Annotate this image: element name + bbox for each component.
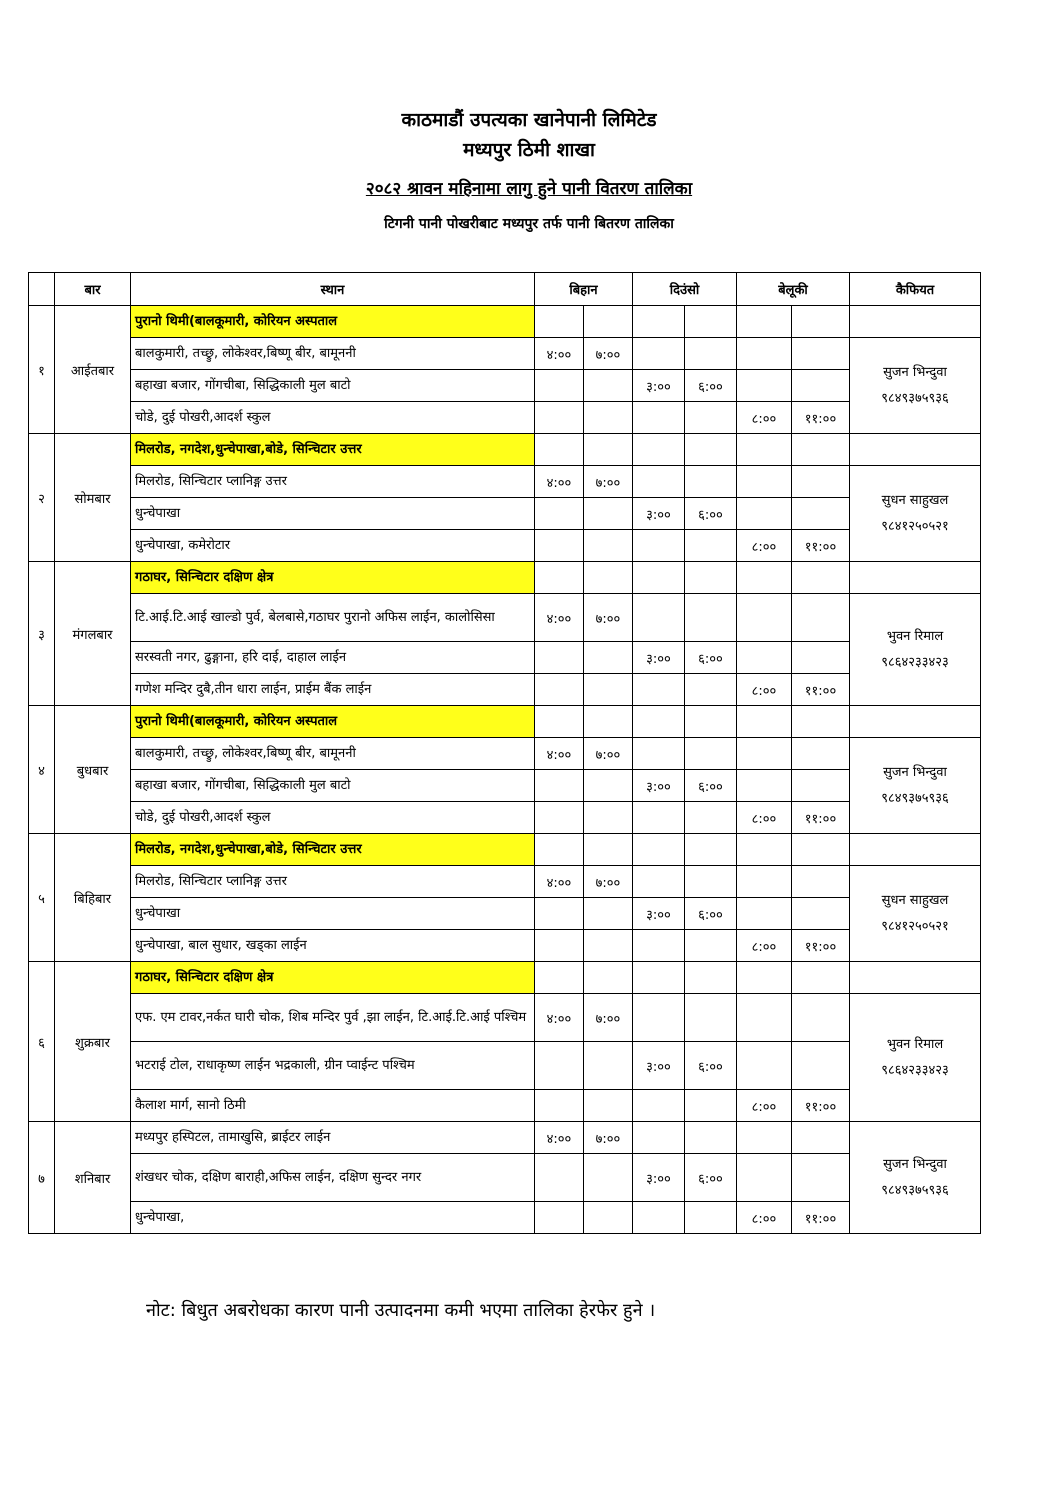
table-body [29, 306, 981, 1234]
end-time: ७:०० [584, 994, 633, 1042]
empty-cell [737, 434, 792, 466]
location-cell: बहाखा बजार, गोंगचीबा, सिद्धिकाली मुल बाटो [131, 370, 535, 402]
empty-cell [737, 466, 792, 498]
end-time: ७:०० [584, 594, 633, 642]
org-title: काठमाडौं उपत्यका खानेपानी लिमिटेड [401, 109, 657, 131]
day-number: १ [29, 306, 55, 434]
empty-cell [737, 338, 792, 370]
location-cell: मिलरोड, सिन्चिटार प्लानिङ्ग उत्तर [131, 866, 535, 898]
table-row [29, 930, 981, 962]
empty-cell [584, 562, 633, 594]
empty-cell [535, 562, 584, 594]
start-time: ४:०० [535, 1122, 584, 1154]
empty-cell [737, 738, 792, 770]
empty-cell [633, 594, 685, 642]
empty-cell [850, 306, 981, 338]
empty-cell [737, 498, 792, 530]
location-cell: एफ. एम टावर,नर्कत घारी चोक, शिब मन्दिर पुर्व ,झा लाईन, टि.आई.टि.आई पश्चिम [131, 994, 535, 1042]
location-cell: धुन्चेपाखा, बाल सुधार, खड्का लाईन [131, 930, 535, 962]
end-time: ११:०० [792, 930, 850, 962]
day-name: मंगलबार [55, 562, 131, 706]
empty-cell [584, 370, 633, 402]
empty-cell [633, 1122, 685, 1154]
area-header-row [29, 834, 981, 866]
empty-cell [792, 994, 850, 1042]
area-header: मिलरोड, नगदेश,धुन्चेपाखा,बोडे, सिन्चिटार उत्तर [131, 434, 535, 466]
end-time: ११:०० [792, 402, 850, 434]
empty-cell [535, 930, 584, 962]
empty-cell [535, 1154, 584, 1202]
start-time: ३:०० [633, 770, 685, 802]
empty-cell [685, 466, 737, 498]
empty-cell [685, 674, 737, 706]
start-time: ३:०० [633, 498, 685, 530]
empty-cell [792, 306, 850, 338]
empty-cell [584, 434, 633, 466]
col-sn [29, 273, 55, 306]
empty-cell [685, 434, 737, 466]
location-cell: बालकुमारी, तच्छ्रु, लोकेश्वर,बिष्णू बीर, बामूननी [131, 738, 535, 770]
empty-cell [633, 866, 685, 898]
day-name: सोमबार [55, 434, 131, 562]
empty-cell [535, 1202, 584, 1234]
contact-phone: ९८४९३७५९३६ [881, 790, 949, 806]
start-time: ८:०० [737, 530, 792, 562]
empty-cell [685, 1122, 737, 1154]
start-time: ३:०० [633, 370, 685, 402]
empty-cell [685, 562, 737, 594]
contact-cell [850, 994, 981, 1122]
location-cell: कैलाश मार्ग, सानो ठिमी [131, 1090, 535, 1122]
table-row [29, 802, 981, 834]
table-row [29, 738, 981, 770]
empty-cell [685, 706, 737, 738]
empty-cell [633, 562, 685, 594]
empty-cell [535, 370, 584, 402]
contact-cell [850, 594, 981, 706]
contact-name: सुजन भिन्दुवा [883, 364, 947, 380]
empty-cell [584, 306, 633, 338]
empty-cell [535, 1042, 584, 1090]
location-cell: धुन्चेपाखा [131, 898, 535, 930]
contact-name: भुवन रिमाल [886, 1036, 944, 1052]
empty-cell [584, 498, 633, 530]
empty-cell [633, 402, 685, 434]
empty-cell [584, 930, 633, 962]
end-time: ७:०० [584, 866, 633, 898]
area-header-row [29, 706, 981, 738]
col-location: स्थान [131, 273, 535, 306]
empty-cell [633, 674, 685, 706]
start-time: ३:०० [633, 898, 685, 930]
empty-cell [535, 642, 584, 674]
start-time: ४:०० [535, 466, 584, 498]
empty-cell [584, 1042, 633, 1090]
contact-name: सुजन भिन्दुवा [883, 1156, 947, 1172]
table-row [29, 370, 981, 402]
end-time: ११:०० [792, 674, 850, 706]
contact-name: सुधन साहुखल [881, 892, 949, 908]
empty-cell [850, 962, 981, 994]
contact-cell [850, 1122, 981, 1234]
empty-cell [633, 1090, 685, 1122]
contact-name: सुजन भिन्दुवा [883, 764, 947, 780]
end-time: ७:०० [584, 738, 633, 770]
empty-cell [584, 706, 633, 738]
location-cell: धुन्चेपाखा, कमेरोटार [131, 530, 535, 562]
empty-cell [633, 930, 685, 962]
empty-cell [633, 306, 685, 338]
start-time: ८:०० [737, 674, 792, 706]
empty-cell [535, 498, 584, 530]
empty-cell [792, 962, 850, 994]
col-afternoon: दिउंसो [633, 273, 737, 306]
empty-cell [633, 434, 685, 466]
contact-name: भुवन रिमाल [886, 628, 944, 644]
table-row [29, 770, 981, 802]
table-row [29, 1154, 981, 1202]
empty-cell [685, 1090, 737, 1122]
location-cell: गणेश मन्दिर दुबै,तीन धारा लाईन, प्राईम बैंक लाईन [131, 674, 535, 706]
location-cell: बहाखा बजार, गोंगचीबा, सिद्धिकाली मुल बाटो [131, 770, 535, 802]
end-time: ७:०० [584, 338, 633, 370]
start-time: ४:०० [535, 594, 584, 642]
empty-cell [535, 770, 584, 802]
day-number: ६ [29, 962, 55, 1122]
empty-cell [737, 770, 792, 802]
table-row [29, 994, 981, 1042]
location-cell: चोडे, दुई पोखरी,आदर्श स्कुल [131, 802, 535, 834]
empty-cell [633, 738, 685, 770]
empty-cell [737, 1122, 792, 1154]
empty-cell [792, 642, 850, 674]
table-row [29, 466, 981, 498]
empty-cell [792, 738, 850, 770]
day-name: बुधबार [55, 706, 131, 834]
end-time: ७:०० [584, 1122, 633, 1154]
contact-phone: ९८६४२३३४२३ [881, 1062, 949, 1078]
table-row [29, 642, 981, 674]
empty-cell [792, 866, 850, 898]
table-row [29, 674, 981, 706]
area-header: गठाघर, सिन्चिटार दक्षिण क्षेत्र [131, 962, 535, 994]
empty-cell [737, 562, 792, 594]
empty-cell [685, 962, 737, 994]
empty-cell [685, 834, 737, 866]
end-time: ११:०० [792, 1202, 850, 1234]
empty-cell [535, 402, 584, 434]
empty-cell [685, 930, 737, 962]
empty-cell [850, 434, 981, 466]
location-cell: मिलरोड, सिन्चिटार प्लानिङ्ग उत्तर [131, 466, 535, 498]
empty-cell [685, 1202, 737, 1234]
location-cell: सरस्वती नगर, ढुङ्गाना, हरि दाई, दाहाल लाईन [131, 642, 535, 674]
start-time: ४:०० [535, 338, 584, 370]
col-morning: बिहान [535, 273, 633, 306]
empty-cell [792, 1042, 850, 1090]
contact-phone: ९८४९३७५९३६ [881, 390, 949, 406]
empty-cell [535, 306, 584, 338]
location-cell: शंखधर चोक, दक्षिण बाराही,अफिस लाईन, दक्षिण सुन्दर नगर [131, 1154, 535, 1202]
empty-cell [685, 802, 737, 834]
start-time: ८:०० [737, 930, 792, 962]
area-header-row [29, 306, 981, 338]
empty-cell [737, 1042, 792, 1090]
empty-cell [737, 834, 792, 866]
empty-cell [792, 434, 850, 466]
location-cell: धुन्चेपाखा, [131, 1202, 535, 1234]
end-time: ६:०० [685, 1042, 737, 1090]
footer-note: नोट: बिधुत अबरोधका कारण पानी उत्पादनमा कमी भएमा तालिका हेरफेर हुने । [146, 1300, 656, 1321]
empty-cell [685, 530, 737, 562]
location-cell: चोडे, दुई पोखरी,आदर्श स्कुल [131, 402, 535, 434]
empty-cell [792, 770, 850, 802]
empty-cell [792, 498, 850, 530]
start-time: ४:०० [535, 994, 584, 1042]
empty-cell [633, 834, 685, 866]
table-row [29, 338, 981, 370]
empty-cell [584, 834, 633, 866]
table-row [29, 866, 981, 898]
empty-cell [633, 1202, 685, 1234]
empty-cell [535, 834, 584, 866]
location-cell: धुन्चेपाखा [131, 498, 535, 530]
end-time: ११:०० [792, 530, 850, 562]
empty-cell [850, 706, 981, 738]
start-time: ३:०० [633, 1154, 685, 1202]
table-row [29, 498, 981, 530]
empty-cell [584, 402, 633, 434]
empty-cell [584, 1202, 633, 1234]
area-header: पुरानो थिमी(बालकूमारी, कोरियन अस्पताल [131, 706, 535, 738]
empty-cell [535, 802, 584, 834]
table-row [29, 402, 981, 434]
empty-cell [685, 866, 737, 898]
empty-cell [633, 466, 685, 498]
distribution-table [28, 272, 981, 1234]
start-time: ४:०० [535, 866, 584, 898]
table-row [29, 1090, 981, 1122]
day-number: ७ [29, 1122, 55, 1234]
empty-cell [584, 898, 633, 930]
start-time: ३:०० [633, 1042, 685, 1090]
empty-cell [633, 802, 685, 834]
empty-cell [737, 370, 792, 402]
empty-cell [737, 994, 792, 1042]
end-time: ७:०० [584, 466, 633, 498]
contact-cell [850, 338, 981, 434]
end-time: ६:०० [685, 898, 737, 930]
branch-title: मध्यपुर ठिमी शाखा [463, 139, 595, 161]
empty-cell [792, 706, 850, 738]
area-header: गठाघर, सिन्चिटार दक्षिण क्षेत्र [131, 562, 535, 594]
contact-phone: ९८४९३७५९३६ [881, 1182, 949, 1198]
table-header-row [29, 273, 981, 306]
col-day: बार [55, 273, 131, 306]
contact-cell [850, 738, 981, 834]
start-time: ८:०० [737, 1090, 792, 1122]
empty-cell [584, 962, 633, 994]
empty-cell [792, 466, 850, 498]
col-evening: बेलूकी [737, 273, 850, 306]
schedule-title: २०८२ श्रावन महिनामा लागु हुने पानी वितरण तालिका [365, 179, 693, 199]
day-number: ३ [29, 562, 55, 706]
end-time: ६:०० [685, 642, 737, 674]
location-cell: बालकुमारी, तच्छ्रु, लोकेश्वर,बिष्णू बीर, बामूननी [131, 338, 535, 370]
area-header-row [29, 434, 981, 466]
location-cell: भटराई टोल, राधाकृष्ण लाईन भद्रकाली, ग्रीन प्वाईन्ट पश्चिम [131, 1042, 535, 1090]
end-time: ११:०० [792, 802, 850, 834]
empty-cell [584, 1090, 633, 1122]
empty-cell [584, 1154, 633, 1202]
area-header: मिलरोड, नगदेश,धुन्चेपाखा,बोडे, सिन्चिटार उत्तर [131, 834, 535, 866]
table-row [29, 898, 981, 930]
empty-cell [584, 674, 633, 706]
empty-cell [584, 642, 633, 674]
contact-cell [850, 866, 981, 962]
table-row [29, 1042, 981, 1090]
empty-cell [633, 994, 685, 1042]
start-time: ८:०० [737, 802, 792, 834]
empty-cell [737, 642, 792, 674]
contact-phone: ९८६४२३३४२३ [881, 654, 949, 670]
empty-cell [535, 898, 584, 930]
contact-cell [850, 466, 981, 562]
day-number: ४ [29, 706, 55, 834]
contact-phone: ९८४१२५०५२१ [881, 918, 949, 934]
empty-cell [584, 802, 633, 834]
empty-cell [685, 994, 737, 1042]
empty-cell [737, 706, 792, 738]
empty-cell [535, 674, 584, 706]
area-header-row [29, 562, 981, 594]
empty-cell [685, 594, 737, 642]
location-cell: मध्यपुर हस्पिटल, तामाखुसि, ब्राईटर लाईन [131, 1122, 535, 1154]
table-row [29, 1122, 981, 1154]
table-row [29, 1202, 981, 1234]
empty-cell [685, 738, 737, 770]
empty-cell [685, 338, 737, 370]
empty-cell [535, 1090, 584, 1122]
empty-cell [792, 834, 850, 866]
empty-cell [792, 562, 850, 594]
end-time: ६:०० [685, 770, 737, 802]
empty-cell [737, 1154, 792, 1202]
empty-cell [737, 866, 792, 898]
empty-cell [792, 1154, 850, 1202]
table-row [29, 594, 981, 642]
empty-cell [792, 370, 850, 402]
empty-cell [633, 530, 685, 562]
empty-cell [633, 338, 685, 370]
empty-cell [792, 594, 850, 642]
empty-cell [584, 770, 633, 802]
empty-cell [737, 306, 792, 338]
day-name: बिहिबार [55, 834, 131, 962]
end-time: ११:०० [792, 1090, 850, 1122]
area-header: पुरानो थिमी(बालकूमारी, कोरियन अस्पताल [131, 306, 535, 338]
location-cell: टि.आई.टि.आई खाल्डो पुर्व, बेलबासे,गठाघर पुरानो अफिस लाईन, कालोसिसा [131, 594, 535, 642]
empty-cell [633, 962, 685, 994]
empty-cell [792, 1122, 850, 1154]
empty-cell [850, 834, 981, 866]
start-time: ८:०० [737, 1202, 792, 1234]
day-number: २ [29, 434, 55, 562]
empty-cell [584, 530, 633, 562]
table-row [29, 530, 981, 562]
end-time: ६:०० [685, 1154, 737, 1202]
contact-name: सुधन साहुखल [881, 492, 949, 508]
day-name: शुक्रबार [55, 962, 131, 1122]
area-header-row [29, 962, 981, 994]
empty-cell [792, 338, 850, 370]
empty-cell [535, 434, 584, 466]
end-time: ६:०० [685, 498, 737, 530]
empty-cell [737, 898, 792, 930]
empty-cell [850, 562, 981, 594]
empty-cell [792, 898, 850, 930]
day-number: ५ [29, 834, 55, 962]
start-time: ३:०० [633, 642, 685, 674]
empty-cell [535, 706, 584, 738]
start-time: ४:०० [535, 738, 584, 770]
schedule-subtitle: टिगनी पानी पोखरीबाट मध्यपुर तर्फ पानी बितरण तालिका [384, 216, 674, 232]
empty-cell [737, 962, 792, 994]
end-time: ६:०० [685, 370, 737, 402]
empty-cell [535, 962, 584, 994]
empty-cell [685, 306, 737, 338]
empty-cell [685, 402, 737, 434]
contact-phone: ९८४१२५०५२१ [881, 518, 949, 534]
empty-cell [535, 530, 584, 562]
day-name: आईतबार [55, 306, 131, 434]
col-remarks: कैफियत [850, 273, 981, 306]
empty-cell [633, 706, 685, 738]
empty-cell [737, 594, 792, 642]
start-time: ८:०० [737, 402, 792, 434]
day-name: शनिबार [55, 1122, 131, 1234]
